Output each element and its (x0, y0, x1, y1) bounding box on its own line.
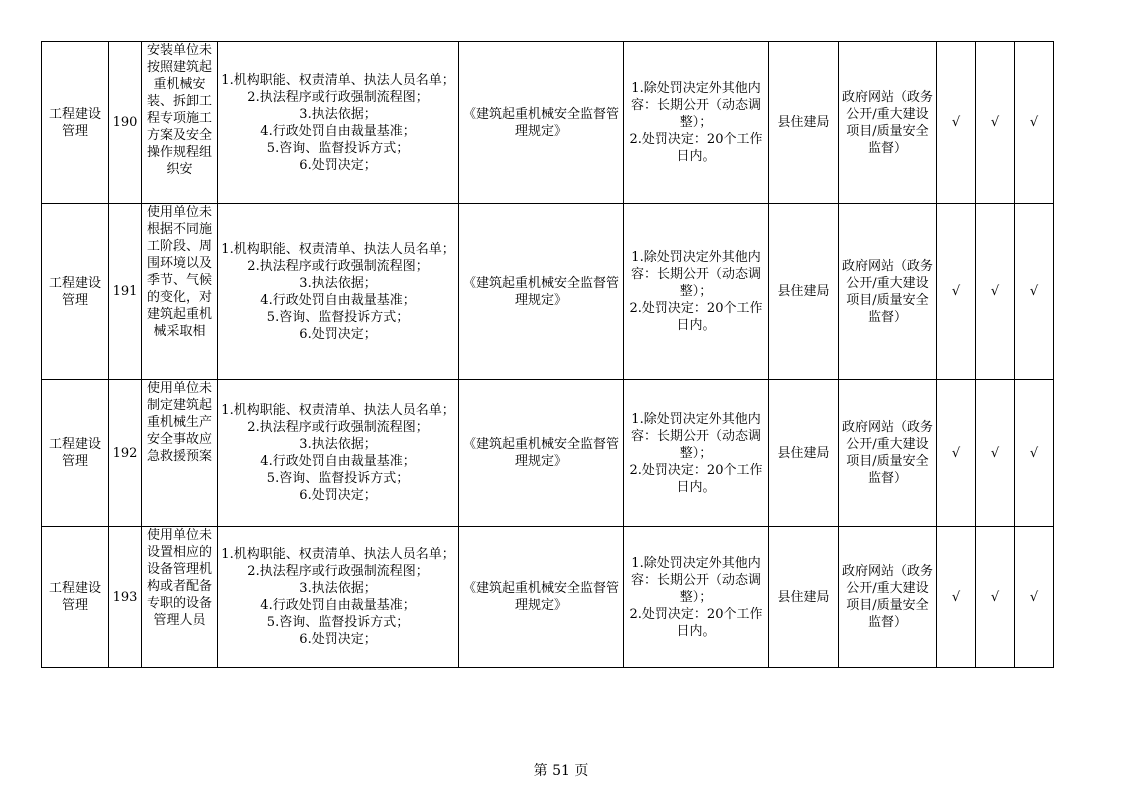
matter-cell (142, 42, 218, 204)
time-cell (624, 204, 769, 380)
matter-cell (142, 380, 218, 527)
category-cell: 工程建设管理 (42, 380, 109, 527)
check-cell: √ (976, 527, 1015, 668)
matter-text: 使用单位未根据不同施工阶段、周围环境以及季节、气候的变化，对建筑起重机械采取相 (146, 205, 212, 339)
table-row (42, 42, 1054, 204)
time-line: 1.除处罚决定外其他内容：长期公开（动态调整）； (630, 555, 761, 605)
content-line: 5.咨询、监督投诉方式； (266, 615, 410, 630)
content-line: 5.咨询、监督投诉方式； (266, 309, 410, 325)
time-line: 1.除处罚决定外其他内容：长期公开（动态调整）； (630, 250, 761, 299)
content-line: 6.处罚决定； (299, 632, 377, 647)
content-line: 6.处罚决定； (299, 157, 377, 173)
disclosure-table (41, 41, 1054, 668)
content-line: 1.机构职能、权责清单、执法人员名单； (221, 547, 455, 562)
check-cell: √ (1015, 527, 1054, 668)
content-line: 1.机构职能、权责清单、执法人员名单； (221, 241, 455, 257)
content-line: 4.行政处罚自由裁量基准； (260, 123, 416, 139)
number-cell: 191 (109, 204, 142, 380)
check-cell: √ (1015, 204, 1054, 380)
matter-text: 使用单位未设置相应的设备管理机构或者配备专职的设备管理人员 (146, 528, 212, 628)
content-line: 5.咨询、监督投诉方式； (266, 140, 410, 156)
check-cell: √ (937, 204, 976, 380)
agency-cell: 县住建局 (769, 380, 839, 527)
agency-cell: 县住建局 (769, 204, 839, 380)
basis-cell: 《建筑起重机械安全监督管理规定》 (459, 527, 624, 668)
time-cell (624, 380, 769, 527)
category-cell: 工程建设管理 (42, 527, 109, 668)
channel-cell: 政府网站（政务公开/重大建设项目/质量安全监督） (839, 380, 937, 527)
basis-cell: 《建筑起重机械安全监督管理规定》 (459, 42, 624, 204)
channel-cell: 政府网站（政务公开/重大建设项目/质量安全监督） (839, 42, 937, 204)
time-cell (624, 527, 769, 668)
time-line: 2.处罚决定：20个工作日内。 (629, 606, 763, 639)
content-line: 1.机构职能、权责清单、执法人员名单； (221, 72, 455, 88)
number-cell: 193 (109, 527, 142, 668)
page-number: 第 51 页 (533, 763, 589, 779)
check-cell: √ (937, 380, 976, 527)
number-cell: 190 (109, 42, 142, 204)
channel-cell: 政府网站（政务公开/重大建设项目/质量安全监督） (839, 527, 937, 668)
category-cell: 工程建设管理 (42, 42, 109, 204)
content-line: 6.处罚决定； (299, 488, 377, 503)
content-line: 4.行政处罚自由裁量基准； (260, 598, 416, 613)
time-line: 1.除处罚决定外其他内容：长期公开（动态调整）； (630, 411, 761, 461)
check-cell: √ (976, 42, 1015, 204)
category-cell: 工程建设管理 (42, 204, 109, 380)
table-row (42, 380, 1054, 527)
time-line: 2.处罚决定：20个工作日内。 (629, 462, 763, 495)
check-cell: √ (976, 204, 1015, 380)
time-line: 1.除处罚决定外其他内容：长期公开（动态调整）； (630, 81, 761, 130)
table-row (42, 204, 1054, 380)
number-cell: 192 (109, 380, 142, 527)
check-cell: √ (976, 380, 1015, 527)
basis-cell: 《建筑起重机械安全监督管理规定》 (459, 380, 624, 527)
content-line: 3.执法依据； (299, 275, 377, 291)
matter-text: 安装单位未按照建筑起重机械安装、拆卸工程专项施工方案及安全操作规程组织安 (146, 43, 212, 177)
content-line: 5.咨询、监督投诉方式； (266, 471, 410, 486)
table-row (42, 527, 1054, 668)
content-line: 3.执法依据； (299, 106, 377, 122)
channel-cell: 政府网站（政务公开/重大建设项目/质量安全监督） (839, 204, 937, 380)
matter-text: 使用单位未制定建筑起重机械生产安全事故应急救援预案 (146, 381, 212, 464)
content-line: 3.执法依据； (299, 437, 377, 452)
content-line: 2.执法程序或行政强制流程图； (247, 420, 429, 435)
content-cell (218, 527, 459, 668)
agency-cell: 县住建局 (769, 42, 839, 204)
content-line: 4.行政处罚自由裁量基准； (260, 454, 416, 469)
basis-cell: 《建筑起重机械安全监督管理规定》 (459, 204, 624, 380)
content-line: 2.执法程序或行政强制流程图； (247, 89, 429, 105)
time-line: 2.处罚决定：20个工作日内。 (629, 301, 763, 333)
matter-cell (142, 527, 218, 668)
content-line: 2.执法程序或行政强制流程图； (247, 564, 429, 579)
content-cell (218, 380, 459, 527)
time-line: 2.处罚决定：20个工作日内。 (629, 132, 763, 164)
content-line: 1.机构职能、权责清单、执法人员名单； (221, 403, 455, 418)
check-cell: √ (937, 42, 976, 204)
content-cell (218, 204, 459, 380)
check-cell: √ (1015, 380, 1054, 527)
content-line: 4.行政处罚自由裁量基准； (260, 292, 416, 308)
content-cell (218, 42, 459, 204)
matter-cell (142, 204, 218, 380)
check-cell: √ (1015, 42, 1054, 204)
check-cell: √ (937, 527, 976, 668)
time-cell (624, 42, 769, 204)
content-line: 2.执法程序或行政强制流程图； (247, 258, 429, 274)
agency-cell: 县住建局 (769, 527, 839, 668)
content-line: 6.处罚决定； (299, 326, 377, 342)
content-line: 3.执法依据； (299, 581, 377, 596)
